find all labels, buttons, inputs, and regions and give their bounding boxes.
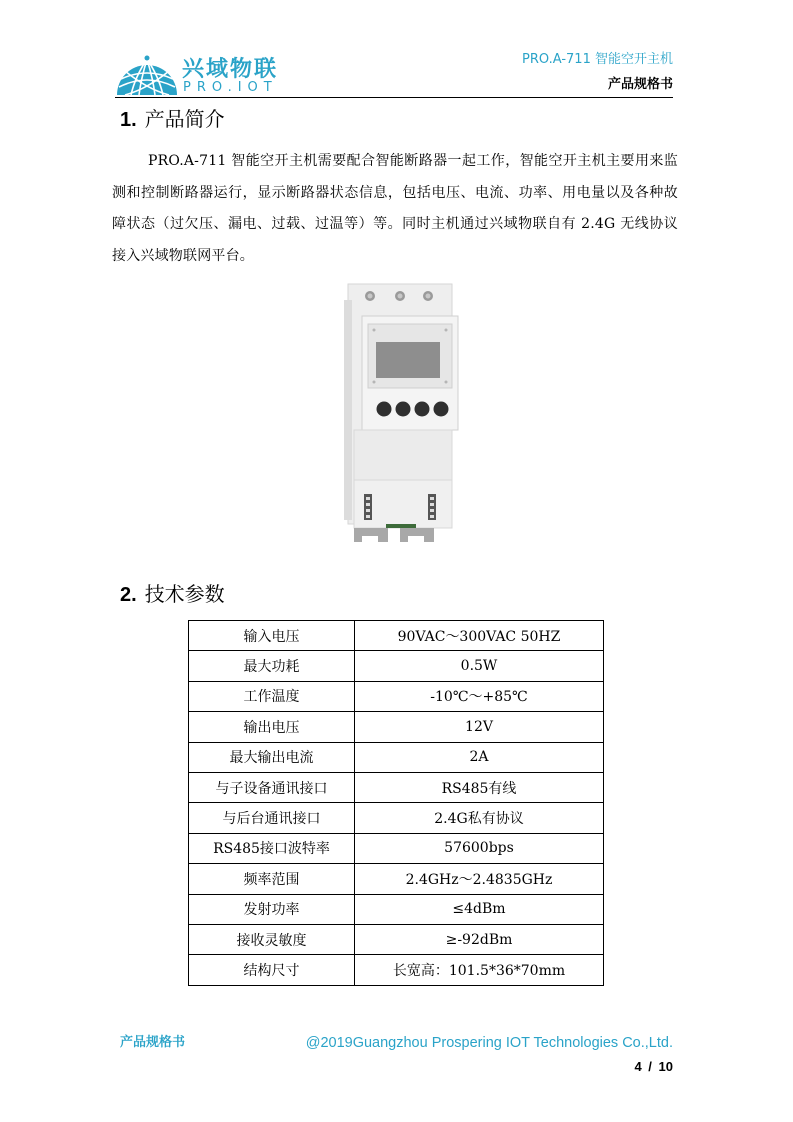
- section-title: 产品简介: [144, 107, 225, 131]
- param-value: 2.4GHz～2.4835GHz: [355, 864, 604, 894]
- footer-copyright: @2019Guangzhou Prospering IOT Technologies Co.,Ltd.: [305, 1035, 673, 1051]
- param-value: ≤4dBm: [355, 894, 604, 924]
- param-name: 频率范围: [189, 864, 355, 894]
- product-image: [340, 280, 460, 550]
- company-logo-icon: [117, 49, 177, 95]
- param-name: 与后台通讯接口: [189, 803, 355, 833]
- table-row: [189, 621, 604, 651]
- param-name: 输入电压: [189, 621, 355, 651]
- table-row: [189, 833, 604, 863]
- table-row: [189, 924, 604, 954]
- param-value: 12V: [355, 712, 604, 742]
- param-value: 长宽高：101.5*36*70mm: [355, 955, 604, 985]
- param-name: 工作温度: [189, 681, 355, 711]
- table-row: [189, 742, 604, 772]
- section-number: 1.: [120, 109, 137, 131]
- table-row: [189, 864, 604, 894]
- param-name: 最大输出电流: [189, 742, 355, 772]
- table-row: [189, 772, 604, 802]
- section-number: 2.: [120, 584, 137, 606]
- logo-english-name: PRO.IOT: [183, 80, 278, 95]
- param-name: 发射功率: [189, 894, 355, 924]
- param-value: 0.5W: [355, 651, 604, 681]
- param-name: 接收灵敏度: [189, 924, 355, 954]
- param-name: 与子设备通讯接口: [189, 772, 355, 802]
- param-name: 输出电压: [189, 712, 355, 742]
- footer-doc-type: 产品规格书: [120, 1035, 186, 1050]
- spec-table: [188, 620, 604, 986]
- param-value: -10℃～+85℃: [355, 681, 604, 711]
- logo-chinese-name: 兴域物联: [182, 57, 279, 82]
- param-value: RS485有线: [355, 772, 604, 802]
- param-name: RS485接口波特率: [189, 833, 355, 863]
- section-title: 技术参数: [144, 582, 225, 606]
- param-value: 2A: [355, 742, 604, 772]
- table-row: [189, 803, 604, 833]
- section-heading-intro: [120, 106, 225, 133]
- header-divider: [115, 97, 673, 98]
- table-row: [189, 894, 604, 924]
- param-value: 57600bps: [355, 833, 604, 863]
- table-row: [189, 955, 604, 985]
- param-name: 最大功耗: [189, 651, 355, 681]
- param-name: 结构尺寸: [189, 955, 355, 985]
- table-row: [189, 712, 604, 742]
- header-doc-type: 产品规格书: [607, 77, 673, 92]
- header-doc-title: PRO.A-711 智能空开主机: [522, 52, 673, 67]
- param-value: 90VAC～300VAC 50HZ: [355, 621, 604, 651]
- table-row: [189, 651, 604, 681]
- page-number: 4 / 10: [634, 1059, 673, 1074]
- param-value: 2.4G私有协议: [355, 803, 604, 833]
- param-value: ≥-92dBm: [355, 924, 604, 954]
- table-row: [189, 681, 604, 711]
- intro-paragraph: PRO.A-711 智能空开主机需要配合智能断路器一起工作，智能空开主机主要用来监测和控制断路器运行，显示断路器状态信息，包括电压、电流、功率、用电量以及各种故障状态（过欠压、漏电、过载、过温等）等。同时主机通过兴域物联自有 2.4G 无线协议接入兴域物联网平台。: [112, 153, 678, 264]
- section-heading-specs: [120, 581, 225, 608]
